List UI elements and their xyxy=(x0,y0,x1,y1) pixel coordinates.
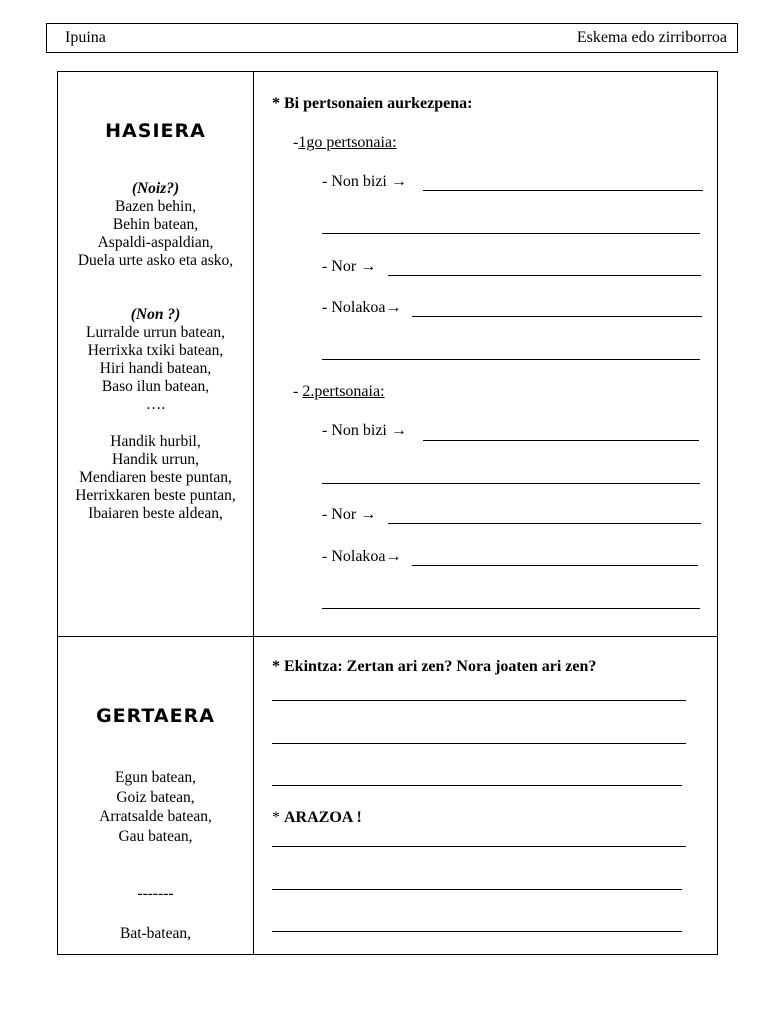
noiz-item: Duela urte asko eta asko, xyxy=(77,252,234,269)
person2-nolakoa-label xyxy=(322,548,402,566)
noiz-heading: (Noiz?) xyxy=(131,180,180,197)
person2-label: 2.pertsonaia: xyxy=(302,383,385,400)
ekintza-line-3[interactable] xyxy=(272,785,682,786)
handik-item: Mendiaren beste puntan, xyxy=(79,469,232,486)
hasiera-title: HASIERA xyxy=(105,120,206,142)
hasiera-title-block xyxy=(58,120,253,142)
ekintza-cell xyxy=(254,636,719,955)
person1-nor-label xyxy=(322,258,376,276)
person1-non-bizi-label xyxy=(322,173,407,191)
arazoa-heading xyxy=(272,809,362,827)
person2-prefix: - xyxy=(293,383,303,400)
ekintza-heading: * Ekintza: Zertan ari zen? Nora joaten ari zen? xyxy=(272,658,597,675)
noiz-list xyxy=(58,180,253,270)
noiz-item: Aspaldi-aspaldian, xyxy=(97,234,214,251)
handik-item: Handik hurbil, xyxy=(110,433,201,450)
gertaera-item: Goiz batean, xyxy=(116,788,195,806)
gertaera-item: Egun batean, xyxy=(115,769,196,786)
non-item: Baso ilun batean, xyxy=(101,378,210,395)
person2-heading xyxy=(293,383,385,401)
gertaera-separator: ------- xyxy=(137,885,174,902)
person2-nolakoa-line-2[interactable] xyxy=(322,608,700,609)
arrow-icon: → xyxy=(360,506,377,523)
person1-nolakoa-line[interactable] xyxy=(412,316,702,317)
header-bar xyxy=(46,23,738,53)
handik-item: Ibaiaren beste aldean, xyxy=(88,505,223,522)
non-item: …. xyxy=(145,396,166,413)
ekintza-line-2[interactable] xyxy=(272,743,686,744)
ekintza-line-1[interactable] xyxy=(272,700,686,701)
arazoa-label: ARAZOA ! xyxy=(284,809,362,826)
person1-nolakoa-label xyxy=(322,299,402,317)
noiz-item: Behin batean, xyxy=(112,216,199,233)
handik-list xyxy=(58,433,253,523)
person2-non-bizi-line-2[interactable] xyxy=(322,483,700,484)
nor-text: - Nor xyxy=(322,258,357,275)
gertaera-item: Arratsalde batean, xyxy=(99,808,212,825)
non-item: Lurralde urrun batean, xyxy=(85,324,225,341)
arrow-icon: → xyxy=(390,422,407,439)
arazoa-line-3[interactable] xyxy=(272,931,682,932)
aurkezpena-heading: * Bi pertsonaien aurkezpena: xyxy=(272,95,473,112)
person1-prefix: - xyxy=(293,134,299,151)
arrow-icon: → xyxy=(360,258,377,275)
nolakoa-text: - Nolakoa xyxy=(322,548,386,565)
nolakoa-text: - Nolakoa xyxy=(322,299,386,316)
handik-item: Herrixkaren beste puntan, xyxy=(75,487,236,504)
person2-non-bizi-line[interactable] xyxy=(423,440,699,441)
person2-nolakoa-line[interactable] xyxy=(412,565,698,566)
arrow-icon: → xyxy=(385,299,402,316)
handik-item: Handik urrun, xyxy=(112,451,199,468)
person1-nor-line[interactable] xyxy=(388,275,701,276)
worksheet-table xyxy=(57,71,718,955)
person2-nor-line[interactable] xyxy=(388,523,701,524)
gertaera-last: Bat-batean, xyxy=(119,925,191,942)
arrow-icon: → xyxy=(385,548,402,565)
header-left-title: Ipuina xyxy=(65,29,106,46)
non-list xyxy=(58,306,253,414)
gertaera-title-block xyxy=(58,705,253,727)
arazoa-line-2[interactable] xyxy=(272,889,682,890)
non-heading: (Non ?) xyxy=(130,306,181,323)
gertaera-list xyxy=(58,768,253,846)
arrow-icon: → xyxy=(390,173,407,190)
person2-nor-label xyxy=(322,506,376,524)
header-right-title: Eskema edo zirriborroa xyxy=(576,29,727,46)
gertaera-title: GERTAERA xyxy=(96,705,215,727)
aurkezpena-cell xyxy=(254,72,719,636)
person2-non-bizi-label xyxy=(322,422,407,440)
arazoa-line-1[interactable] xyxy=(272,846,686,847)
person1-label: 1go pertsonaia: xyxy=(298,134,397,151)
non-bizi-text: - Non bizi xyxy=(322,422,387,439)
nor-text: - Nor xyxy=(322,506,357,523)
arazoa-star: * xyxy=(272,809,284,826)
person1-non-bizi-line-2[interactable] xyxy=(322,233,700,234)
person1-heading xyxy=(293,134,397,152)
non-item: Herrixka txiki batean, xyxy=(87,342,224,359)
gertaera-item: Gau batean, xyxy=(118,827,193,845)
non-bizi-text: - Non bizi xyxy=(322,173,387,190)
noiz-item: Bazen behin, xyxy=(115,198,196,215)
person1-nolakoa-line-2[interactable] xyxy=(322,359,700,360)
person1-non-bizi-line[interactable] xyxy=(423,190,703,191)
non-item: Hiri handi batean, xyxy=(99,360,212,377)
